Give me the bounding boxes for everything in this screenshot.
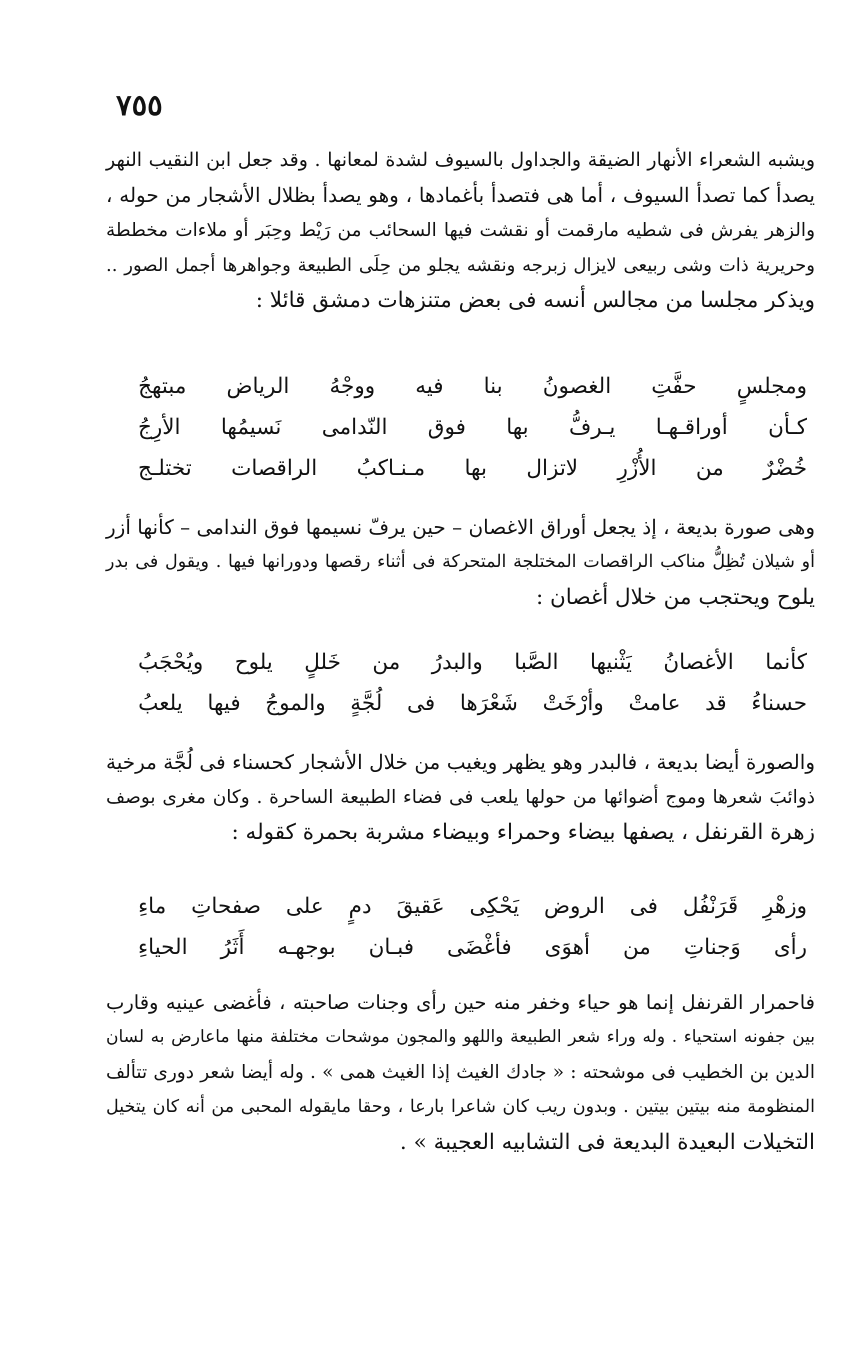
verse-block-3 xyxy=(138,886,807,968)
verse-word: رأى xyxy=(773,935,807,960)
verse-word: من xyxy=(372,650,401,675)
text-line: فاحمرار القرنفل إنما هو حياء وخفر منه حين رأى وجنات صاحبته ، فأغضى عينيه وقارب xyxy=(106,991,815,1014)
verse-word: كـأن xyxy=(768,415,807,440)
text-line: وحريرية ذات وشى ربيعى لايزال زبرجه ونقشه يجلو من حِلَى الطبيعة وجواهرها أجمل الصور .. xyxy=(106,255,815,276)
verse-word: حفَّتِ xyxy=(651,374,697,399)
verse-word: الأُزْرِ xyxy=(617,456,657,481)
text-line: أو شيلان تُظِلُّ مناكب الراقصات المختلجة المتحركة فى أثناء رقصها ودورانها فيها . ويقول فى بدر xyxy=(106,552,815,572)
verse-line xyxy=(138,642,807,683)
text-line: والصورة أيضا بديعة ، فالبدر وهو يظهر ويغيب من خلال الأشجار كحسناء فى لُجَّة مرخية xyxy=(106,750,815,774)
verse-word: لاتزال xyxy=(526,456,579,481)
paragraph-2 xyxy=(106,510,815,615)
text-line: والزهر يفرش فى شطيه مارقمت أو نقشت فيها السحائب من رَيْط وحِبَر أو ملاءات مخططة xyxy=(106,220,815,241)
verse-word: بنا xyxy=(483,374,503,399)
verse-word: من xyxy=(695,456,724,481)
page-number: ٧٥٥ xyxy=(116,88,163,122)
verse-word: الراقصات xyxy=(231,456,318,481)
verse-word: شَعْرَها xyxy=(459,691,518,716)
verse-word: كأنما xyxy=(765,650,807,675)
verse-word: أهوَى xyxy=(544,935,590,960)
verse-line xyxy=(138,407,807,448)
verse-word: ووجْهُ xyxy=(329,374,376,399)
text-line: وهى صورة بديعة ، إذ يجعل أوراق الاغصان – حين يرفّ نسيمها فوق الندامى – كأنها أزر xyxy=(106,515,815,539)
verse-word: من xyxy=(622,935,651,960)
verse-word: يَثْنيها xyxy=(589,650,632,675)
text-line: ويشبه الشعراء الأنهار الضيقة والجداول بالسيوف لشدة لمعانها . وقد جعل ابن النقيب النهر xyxy=(106,149,815,171)
verse-word: والبدرُ xyxy=(431,650,483,675)
verse-word: نَسيمُها xyxy=(220,415,282,440)
verse-word: على xyxy=(285,894,324,919)
verse-word: الروض xyxy=(544,894,605,919)
verse-word: تختلـج xyxy=(138,456,192,481)
verse-word: عَقيقَ xyxy=(396,894,445,919)
paragraph-3 xyxy=(106,745,815,850)
verse-block-2 xyxy=(138,642,807,724)
verse-word: فأغْضَى xyxy=(447,935,512,960)
verse-word: بها xyxy=(506,415,529,440)
verse-word: فيها xyxy=(207,691,241,716)
verse-word: عامتْ xyxy=(628,691,681,716)
verse-word: أوراقـهـا xyxy=(655,415,728,440)
text-line: بين جفونه استحياء . وله وراء شعر الطبيعة واللهو والمجون موشحات مختلفة منها ماعارض به لسان xyxy=(106,1027,815,1047)
verse-word: فى xyxy=(406,691,436,716)
text-line: الدين بن الخطيب فى موشحته : « جادك الغيث إذا الغيث همى » . وله أيضا شعر دورى تتألف xyxy=(106,1062,815,1083)
verse-word: النّدامى xyxy=(321,415,388,440)
verse-word: بها xyxy=(464,456,487,481)
verse-word: ماءِ xyxy=(138,894,167,919)
verse-word: فى xyxy=(629,894,658,919)
verse-word: يلعبُ xyxy=(138,691,183,716)
verse-word: الغصونُ xyxy=(542,374,612,399)
verse-word: الرياض xyxy=(226,374,290,399)
verse-word: وزهْرِ xyxy=(763,894,807,919)
paragraph-4 xyxy=(106,985,815,1160)
verse-word: الصَّبا xyxy=(514,650,559,675)
text-line: التخيلات البعيدة البديعة فى التشابيه العجيبة » . xyxy=(399,1130,815,1155)
verse-word: بوجهـه xyxy=(277,935,336,960)
verse-line xyxy=(138,886,807,927)
verse-word: يـرفُّ xyxy=(568,415,616,440)
verse-line xyxy=(138,366,807,407)
text-line: ويذكر مجلسا من مجالس أنسه فى بعض متنزهات دمشق قائلا : xyxy=(255,288,815,313)
paragraph-1 xyxy=(106,143,815,318)
text-line: يصدأ كما تصدأ السيوف ، أما هى فتصدأ بأغمادها ، وهو يصدأ بظلال الأشجار من حوله ، xyxy=(106,183,815,207)
verse-word: قَرَنْفُل xyxy=(682,894,739,919)
verse-word: وأرْخَتْ xyxy=(542,691,604,716)
verse-word: خُضْرٌ xyxy=(763,456,807,481)
verse-word: أَثَرُ xyxy=(220,935,245,960)
verse-word: ويُحْجَبُ xyxy=(138,650,204,675)
verse-word: والموجُ xyxy=(265,691,326,716)
verse-word: يَحْكِى xyxy=(469,894,520,919)
verse-word: حسناءُ xyxy=(751,691,807,716)
verse-word: صفحاتِ xyxy=(191,894,261,919)
verse-word: الأغصانُ xyxy=(663,650,734,675)
text-line: زهرة القرنفل ، يصفها بيضاء وحمراء وبيضاء مشربة بحمرة كقوله : xyxy=(231,820,815,845)
verse-line xyxy=(138,683,807,724)
text-line: ذوائبَ شعرها وموج أضوائها من حولها يلعب فى فضاء الطبيعة الساحرة . وكان مغرى بوصف xyxy=(106,787,815,808)
text-line: المنظومة منه بيتين بيتين . وبدون ريب كان شاعرا بارعا ، وحقا مايقوله المحبى من أنه كان يتخيل xyxy=(106,1097,815,1117)
verse-line xyxy=(138,927,807,968)
verse-word: الأرِجُ xyxy=(138,415,181,440)
verse-word: خَللٍ xyxy=(304,650,341,675)
verse-word: الحياءِ xyxy=(138,935,188,960)
text-line: يلوح ويحتجب من خلال أغصان : xyxy=(535,585,815,610)
verse-word: ومجلسٍ xyxy=(736,374,807,399)
verse-word: يلوح xyxy=(234,650,273,675)
verse-word: دمٍ xyxy=(348,894,372,919)
verse-word: فيه xyxy=(415,374,444,399)
verse-word: قد xyxy=(705,691,727,716)
verse-word: لُجَّةٍ xyxy=(350,691,383,716)
verse-line xyxy=(138,448,807,489)
verse-word: فوق xyxy=(427,415,466,440)
verse-word: مـنـاكبُ xyxy=(356,456,426,481)
verse-word: وَجناتِ xyxy=(683,935,741,960)
verse-word: مبتهجُ xyxy=(138,374,187,399)
verse-block-1 xyxy=(138,366,807,489)
verse-word: فبـان xyxy=(368,935,414,960)
